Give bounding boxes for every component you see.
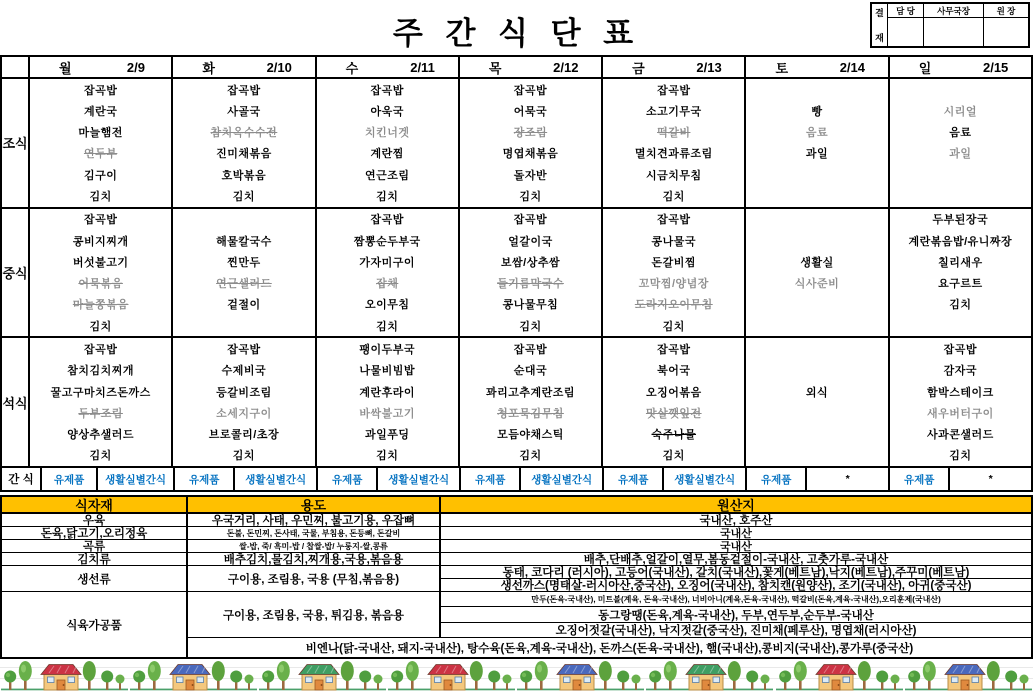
menu-item: 잡곡밥	[83, 343, 118, 356]
menu-item: 소고기무국	[645, 105, 702, 118]
menu-item: 보쌈/상추쌈	[500, 256, 561, 269]
house-and-trees-graphic	[775, 660, 904, 696]
snack-dairy-cell: 유제품	[42, 468, 98, 490]
day-name: 월	[59, 60, 72, 76]
menu-item: 김치	[376, 320, 399, 333]
menu-item: 해물칼국수	[216, 235, 272, 248]
menu-item: 오이무침	[364, 299, 410, 312]
menu-item: 나물비빔밥	[359, 365, 416, 378]
menu-item: 돈갈비찜	[651, 256, 697, 269]
menu-item: 빵	[811, 105, 823, 118]
menu-item: 브로콜리/초장	[208, 429, 280, 442]
menu-item: 마늘햄전	[78, 127, 123, 140]
menu-item: 아욱국	[370, 105, 404, 118]
menu-item: 떡갈비	[657, 127, 691, 140]
house-and-trees-graphic	[904, 660, 1033, 696]
house-and-trees-graphic	[129, 660, 258, 696]
menu-item: 사과콘샐러드	[926, 429, 994, 442]
house-and-trees-graphic	[645, 660, 774, 696]
menu-item: 계란찜	[370, 148, 404, 161]
menu-day-cell	[603, 209, 746, 337]
menu-table	[0, 55, 1033, 492]
day-date: 2/12	[553, 59, 579, 75]
approval-col-damdang: 담 당	[888, 4, 924, 18]
ingredient-usage: 돈불, 돈민찌, 돈사태, 국물, 부침용, 돈등뼈, 돈갈비	[188, 527, 441, 540]
info-header-0: 식자재	[2, 497, 188, 514]
day-header-2/10	[173, 57, 316, 77]
menu-day-cell	[746, 209, 889, 337]
menu-item	[890, 164, 1031, 185]
menu-day-cell	[746, 338, 889, 466]
ingredient-usage: 구이용, 조림용, 국용 (무침,볶음용)	[188, 566, 441, 592]
menu-item	[890, 315, 1031, 336]
approval-sign-cell	[924, 18, 984, 46]
menu-item: 요구르트	[938, 278, 983, 291]
day-name: 일	[918, 60, 932, 76]
approval-stamp-bottom: 재	[875, 33, 884, 43]
menu-day-cell	[460, 338, 603, 466]
menu-item: 맛살깻잎전	[645, 407, 702, 420]
menu-item: 칠리새우	[938, 256, 983, 269]
menu-item: 숙주나물	[651, 429, 697, 442]
menu-day-cell	[317, 209, 460, 337]
menu-item: 참치옥수수전	[210, 127, 278, 140]
ingredient-name: 식육가공품	[2, 592, 188, 657]
menu-item	[746, 423, 887, 444]
menu-item: 겉절이	[227, 299, 261, 312]
approval-col-samugukjang: 사무국장	[924, 4, 984, 18]
menu-item: 짬뽕순두부국	[353, 235, 421, 248]
menu-item	[890, 185, 1031, 206]
ingredient-name: 생선류	[2, 566, 188, 592]
menu-item: 김치	[662, 320, 685, 333]
menu-day-cell	[317, 79, 460, 207]
ingredient-origin: 배추,단배추,얼갈이,열무,봄동겉절이-국내산, 고춧가루-국내산	[441, 553, 1031, 566]
snack-day-cell	[604, 468, 747, 490]
menu-item: 양상추샐러드	[67, 429, 135, 442]
day-name: 화	[202, 60, 215, 76]
snack-dairy-cell: 유제품	[175, 468, 235, 490]
menu-day-cell	[30, 79, 173, 207]
snack-dairy-cell: 유제품	[747, 468, 807, 490]
menu-item: 가자미구이	[359, 256, 416, 269]
day-header-2/9	[30, 57, 173, 77]
menu-item: 마늘쫑볶음	[72, 299, 129, 312]
snack-room-cell: 생활실별간식	[388, 473, 450, 486]
meal-label: 중식	[2, 209, 30, 337]
menu-day-cell	[317, 338, 460, 466]
menu-item: 명엽채볶음	[502, 148, 559, 161]
menu-item: 계란볶음밥/유니짜장	[908, 235, 1013, 248]
menu-item: 김치	[519, 191, 542, 204]
approval-stamp-label	[872, 4, 888, 46]
menu-day-cell	[890, 209, 1031, 337]
ingredient-origin-line: 생선까스(명태살-러시아산,중국산), 오징어(국내산), 참치캔(원양산), 조기(국내산), 아귀(중국산)	[500, 580, 972, 591]
approval-stamp-top: 결	[875, 8, 884, 18]
ingredient-name: 돈육,닭고기,오리정육	[2, 527, 188, 540]
menu-day-cell	[173, 338, 316, 466]
menu-item: 참치김치찌개	[67, 365, 135, 378]
menu-item	[746, 315, 887, 336]
menu-item: 김치	[376, 450, 399, 463]
menu-item	[746, 79, 887, 100]
ingredient-usage: 쌀-밥, 죽/ 흑미-밥 / 찹쌀-밥/ 누룽지-쌀,콩류	[188, 540, 441, 553]
menu-item: 들기름막국수	[497, 278, 564, 291]
ingredient-usage: 구이용, 조림용, 국용, 튀김용, 볶음용	[188, 592, 441, 638]
menu-item: 김치	[232, 191, 256, 204]
menu-item: 연근샐러드	[216, 278, 272, 291]
snack-dairy-cell: 유제품	[461, 468, 521, 490]
menu-item: 찐만두	[227, 256, 261, 269]
menu-item: 진미채볶음	[216, 148, 272, 161]
day-name: 금	[632, 60, 645, 76]
menu-item	[173, 209, 314, 230]
ingredient-origin-line: 동그랑땡(돈육,계육-국내산), 두부,연두부,순두부-국내산	[441, 607, 1031, 622]
day-name: 토	[775, 60, 788, 76]
day-header-2/12	[460, 57, 603, 77]
menu-day-cell	[460, 79, 603, 207]
menu-item	[746, 402, 887, 423]
menu-day-cell	[890, 338, 1031, 466]
menu-item: 김치	[89, 191, 112, 204]
menu-item: 김치	[89, 320, 112, 333]
menu-item	[746, 294, 887, 315]
snack-dairy-cell: 유제품	[604, 468, 664, 490]
meal-row	[2, 209, 1031, 339]
menu-item: 식사준비	[794, 278, 840, 291]
menu-day-cell	[173, 209, 316, 337]
snack-day-cell	[42, 468, 175, 490]
ingredient-name: 우육	[2, 514, 188, 527]
menu-item	[173, 315, 314, 336]
snack-label: 간 식	[2, 468, 42, 490]
ingredient-origin: 국내산	[441, 527, 1031, 540]
ingredient-origin: 국내산, 호주산	[441, 514, 1031, 527]
menu-item: 오징어볶음	[645, 386, 702, 399]
menu-item: 과일푸딩	[364, 429, 410, 442]
menu-item: 과일	[949, 148, 972, 161]
menu-item: 계란국	[83, 105, 118, 118]
menu-item: 북어국	[657, 365, 691, 378]
menu-item: 두부된장국	[932, 214, 989, 227]
day-date: 2/10	[266, 59, 292, 75]
menu-day-cell	[746, 79, 889, 207]
menu-item: 치킨너겟	[364, 127, 410, 140]
ingredient-name: 김치류	[2, 553, 188, 566]
day-header-corner	[2, 57, 30, 77]
menu-item: 음료	[805, 127, 829, 140]
menu-item: 어묵국	[513, 105, 548, 118]
processed-meat-origin-footer: 비엔나(닭-국내산, 돼지-국내산), 탕수육(돈육,계육-국내산), 돈까스(돈육-국내산), 햄(국내산),콩비지(국내산),콩가루(중국산)	[305, 642, 914, 655]
menu-day-cell	[890, 79, 1031, 207]
ingredient-origin-table	[0, 495, 1033, 659]
page-title: 주 간 식 단 표	[392, 16, 641, 51]
menu-day-cell	[603, 79, 746, 207]
menu-item: 사골국	[227, 105, 261, 118]
menu-item: 두부조림	[78, 407, 123, 420]
decorative-house-border	[0, 658, 1033, 696]
day-header-2/14	[746, 57, 889, 77]
meal-label: 조식	[2, 79, 30, 207]
menu-item: 계란후라이	[359, 386, 416, 399]
ingredient-usage: 우국거리, 사태, 우민찌, 불고기용, 우잡뼈	[188, 514, 441, 527]
menu-item	[746, 185, 887, 206]
snack-room-cell: *	[845, 473, 850, 486]
meal-label: 석식	[2, 338, 30, 466]
snack-day-cell	[175, 468, 318, 490]
menu-item: 꿀고구마치즈돈까스	[50, 386, 151, 399]
menu-item	[746, 445, 887, 466]
menu-item: 등갈비조림	[216, 386, 272, 399]
menu-item: 김치	[949, 450, 972, 463]
menu-item	[746, 209, 887, 230]
snack-room-cell: 생활실별간식	[245, 473, 307, 486]
meal-row	[2, 79, 1031, 209]
menu-day-cell	[30, 209, 173, 337]
menu-item: 팽이두부국	[359, 343, 416, 356]
menu-item: 어묵볶음	[78, 278, 123, 291]
house-and-trees-graphic	[0, 660, 129, 696]
day-header-row	[2, 57, 1031, 79]
menu-item: 김치	[949, 299, 972, 312]
menu-item: 순대국	[513, 365, 548, 378]
menu-item: 과일	[805, 148, 829, 161]
snack-dairy-cell: 유제품	[318, 468, 378, 490]
menu-item: 꼬막찜/양념장	[638, 278, 709, 291]
menu-day-cell	[30, 338, 173, 466]
day-header-2/13	[603, 57, 746, 77]
day-date: 2/9	[126, 59, 145, 75]
ingredient-origin-line: 동태, 코다리 (러시아), 고등어(국내산), 갈치(국내산),꽃게(베트남),낙지(베트남),주꾸미(베트남)	[441, 566, 1031, 579]
menu-item: 청포묵김무침	[497, 407, 564, 420]
day-date: 2/15	[982, 59, 1009, 75]
menu-item: 음료	[949, 127, 972, 140]
menu-item	[890, 79, 1031, 100]
menu-item: 잡곡밥	[943, 343, 978, 356]
menu-item: 호박볶음	[221, 169, 267, 182]
menu-item: 감자국	[943, 365, 978, 378]
menu-item: 김치	[232, 450, 256, 463]
snack-room-cell: *	[988, 473, 993, 486]
menu-item: 잡곡밥	[513, 214, 548, 227]
menu-item: 모듬야채스틱	[497, 429, 564, 442]
menu-item: 김치	[519, 320, 542, 333]
day-name: 목	[488, 60, 502, 76]
menu-item: 시금치무침	[645, 169, 702, 182]
snack-room-cell: 생활실별간식	[531, 473, 593, 486]
menu-item: 멸치견과류조림	[634, 148, 713, 161]
menu-item: 잡채	[376, 278, 399, 291]
house-and-trees-graphic	[387, 660, 516, 696]
house-and-trees-graphic	[516, 660, 645, 696]
day-header-2/15	[890, 57, 1031, 77]
day-date: 2/13	[696, 59, 722, 75]
menu-item: 잡곡밥	[657, 84, 691, 97]
day-date: 2/11	[410, 59, 435, 75]
menu-item: 생활실	[800, 256, 834, 269]
menu-day-cell	[173, 79, 316, 207]
snack-room-cell: 생활실별간식	[105, 473, 167, 486]
menu-item: 버섯불고기	[72, 256, 129, 269]
menu-item: 김치	[662, 450, 685, 463]
menu-item: 콩나물국	[651, 235, 697, 248]
snack-dairy-cell: 유제품	[890, 468, 950, 490]
menu-item	[746, 164, 887, 185]
info-header-2: 원산지	[441, 497, 1031, 514]
house-and-trees-graphic	[258, 660, 387, 696]
ingredient-origin-group	[441, 592, 1031, 638]
ingredient-origin-group	[441, 566, 1031, 592]
approval-box	[870, 2, 1030, 48]
menu-item: 김치	[662, 191, 685, 204]
snack-day-cell	[461, 468, 604, 490]
snack-day-cell	[890, 468, 1031, 490]
menu-item: 잡곡밥	[513, 343, 548, 356]
menu-item: 김구이	[83, 169, 118, 182]
approval-sign-cell	[984, 18, 1028, 46]
menu-item: 잡곡밥	[83, 214, 118, 227]
menu-item: 잡곡밥	[370, 214, 404, 227]
menu-day-cell	[460, 209, 603, 337]
ingredient-usage: 배추김치,물김치,찌개용,국용,볶음용	[188, 553, 441, 566]
menu-item: 잡곡밥	[657, 214, 691, 227]
ingredient-name: 곡류	[2, 540, 188, 553]
meal-row	[2, 338, 1031, 468]
snack-day-cell	[747, 468, 890, 490]
menu-item: 잡곡밥	[227, 84, 261, 97]
menu-item: 잡곡밥	[513, 84, 548, 97]
menu-item: 새우버터구이	[926, 407, 994, 420]
menu-item: 꽈리고추계란조림	[485, 386, 575, 399]
menu-item: 잡곡밥	[227, 343, 261, 356]
menu-item: 외식	[805, 386, 829, 399]
menu-item	[746, 360, 887, 381]
snack-room-cell: 생활실별간식	[674, 473, 736, 486]
menu-item: 연두부	[83, 148, 118, 161]
menu-item: 김치	[376, 191, 399, 204]
menu-item: 도라지오이무침	[634, 299, 713, 312]
approval-columns	[888, 4, 1028, 46]
menu-day-cell	[603, 338, 746, 466]
menu-item: 소세지구이	[216, 407, 272, 420]
menu-item: 콩나물무침	[502, 299, 559, 312]
menu-item: 연근조림	[364, 169, 410, 182]
info-header-1: 용도	[188, 497, 441, 514]
menu-item: 수제비국	[221, 365, 267, 378]
menu-item	[746, 338, 887, 359]
menu-item: 돌자반	[513, 169, 548, 182]
menu-item: 콩비지찌개	[72, 235, 129, 248]
menu-item: 김치	[89, 450, 112, 463]
menu-item: 시리얼	[943, 105, 978, 118]
menu-item	[746, 230, 887, 251]
menu-item: 얼갈이국	[508, 235, 553, 248]
day-name: 수	[345, 60, 359, 76]
ingredient-origin: 국내산	[441, 540, 1031, 553]
menu-item: 바싹불고기	[359, 407, 416, 420]
menu-item: 잡곡밥	[83, 84, 118, 97]
menu-item: 김치	[519, 450, 542, 463]
approval-sign-cell	[888, 18, 924, 46]
ingredient-origin-line: 오징어젓갈(국내산), 낙지젓갈(중국산), 진미채(페루산), 명엽채(러시아산)	[555, 624, 917, 637]
menu-item: 장조림	[513, 127, 548, 140]
day-header-2/11	[317, 57, 460, 77]
menu-item: 함박스테이크	[926, 386, 994, 399]
snack-row	[2, 468, 1031, 490]
menu-item: 잡곡밥	[657, 343, 691, 356]
snack-day-cell	[318, 468, 461, 490]
day-date: 2/14	[839, 59, 866, 75]
approval-col-wonjang: 원 장	[984, 4, 1028, 18]
ingredient-origin-line: 만두(돈육-국내산), 미트볼(계육, 돈육-국내산), 너비아니(계육,돈육-국내산), 떡갈비(돈육,계육-국내산),오리훈제(국내산)	[441, 592, 1031, 607]
menu-item: 잡곡밥	[370, 84, 404, 97]
